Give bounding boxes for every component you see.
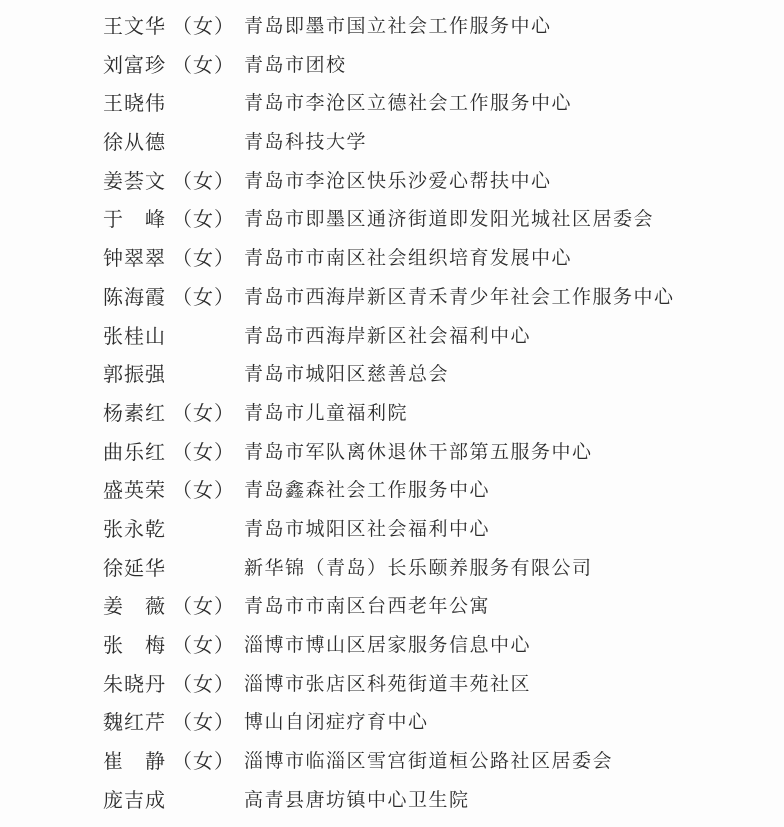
- organization-name: 淄博市张店区科苑街道丰苑社区: [244, 672, 532, 695]
- gender-note: （女）: [172, 478, 235, 503]
- list-item: [0, 664, 784, 703]
- gender-note: （女）: [172, 52, 235, 77]
- organization-name: 青岛鑫森社会工作服务中心: [244, 479, 491, 502]
- person-name: 魏红芹: [103, 710, 166, 735]
- list-item: [0, 122, 784, 161]
- gender-note: （女）: [172, 633, 235, 657]
- organization-name: 青岛市儿童福利院: [244, 401, 409, 424]
- gender-note: （女）: [172, 14, 235, 38]
- list-item: [0, 780, 784, 819]
- list-item: [0, 625, 784, 664]
- list-item: [0, 161, 784, 200]
- list-item: [0, 45, 784, 84]
- list-item: [0, 83, 784, 122]
- person-name: 郭振强: [103, 362, 166, 387]
- organization-name: 青岛市即墨区通济街道即发阳光城社区居委会: [244, 208, 655, 231]
- person-name: 曲乐红: [103, 439, 166, 464]
- gender-note: （女）: [172, 207, 235, 232]
- gender-note: （女）: [172, 284, 235, 309]
- organization-name: 青岛市市南区台西老年公寓: [244, 595, 491, 618]
- gender-note: （女）: [172, 594, 235, 619]
- organization-name: 博山自闭症疗育中心: [244, 711, 429, 734]
- organization-name: 青岛市市南区社会组织培育发展中心: [244, 247, 573, 270]
- list-item: [0, 470, 784, 509]
- organization-name: 青岛市城阳区慈善总会: [244, 363, 450, 386]
- person-name: 姜荟文: [103, 168, 166, 193]
- list-item: [0, 702, 784, 741]
- organization-name: 淄博市临淄区雪宫街道桓公路社区居委会: [244, 750, 614, 773]
- person-name: 徐延华: [103, 555, 166, 580]
- gender-note: （女）: [172, 671, 235, 696]
- organization-name: 青岛市西海岸新区社会福利中心: [244, 324, 532, 347]
- gender-note: （女）: [172, 439, 235, 464]
- gender-note: （女）: [172, 400, 235, 425]
- list-item: [0, 277, 784, 316]
- organization-name: 青岛市团校: [244, 53, 347, 76]
- organization-name: 新华锦（青岛）长乐颐养服务有限公司: [244, 556, 593, 579]
- organization-name: 青岛市李沧区快乐沙爱心帮扶中心: [244, 169, 552, 192]
- person-name: 于 峰: [103, 207, 166, 232]
- list-item: [0, 393, 784, 432]
- list-item: [0, 548, 784, 587]
- person-name: 朱晓丹: [103, 671, 166, 696]
- gender-note: （女）: [172, 749, 235, 774]
- organization-name: 高青县唐坊镇中心卫生院: [244, 788, 470, 811]
- gender-note: （女）: [172, 710, 235, 735]
- list-item: [0, 6, 784, 45]
- person-name: 杨素红: [103, 400, 166, 425]
- person-name: 张永乾: [103, 516, 166, 541]
- organization-name: 青岛即墨市国立社会工作服务中心: [244, 15, 552, 37]
- list-item: [0, 199, 784, 238]
- person-name: 盛英荣: [103, 478, 166, 503]
- person-name: 庞吉成: [103, 787, 166, 812]
- list-item: [0, 432, 784, 471]
- person-name: 徐从德: [103, 130, 166, 155]
- list-item: [0, 238, 784, 277]
- list-item: [0, 741, 784, 780]
- organization-name: 淄博市博山区居家服务信息中心: [244, 634, 532, 656]
- gender-note: （女）: [172, 168, 235, 193]
- organization-name: 青岛市李沧区立德社会工作服务中心: [244, 92, 573, 115]
- person-name: 王晓伟: [103, 91, 166, 116]
- list-item: [0, 586, 784, 625]
- person-name: 崔 静: [103, 749, 166, 774]
- organization-name: 青岛市军队离休退休干部第五服务中心: [244, 440, 593, 463]
- organization-name: 青岛科技大学: [244, 131, 368, 154]
- gender-note: （女）: [172, 246, 235, 271]
- person-name: 张 梅: [103, 633, 166, 657]
- person-name: 陈海霞: [103, 284, 166, 309]
- person-name: 王文华: [103, 14, 166, 38]
- person-name: 钟翠翠: [103, 246, 166, 271]
- list-item: [0, 509, 784, 548]
- list-item: [0, 354, 784, 393]
- person-name: 张桂山: [103, 323, 166, 348]
- person-name: 刘富珍: [103, 52, 166, 77]
- organization-name: 青岛市西海岸新区青禾青少年社会工作服务中心: [244, 285, 675, 308]
- person-name: 姜 薇: [103, 594, 166, 619]
- honoree-list: [0, 6, 784, 818]
- organization-name: 青岛市城阳区社会福利中心: [244, 517, 491, 540]
- list-item: [0, 316, 784, 355]
